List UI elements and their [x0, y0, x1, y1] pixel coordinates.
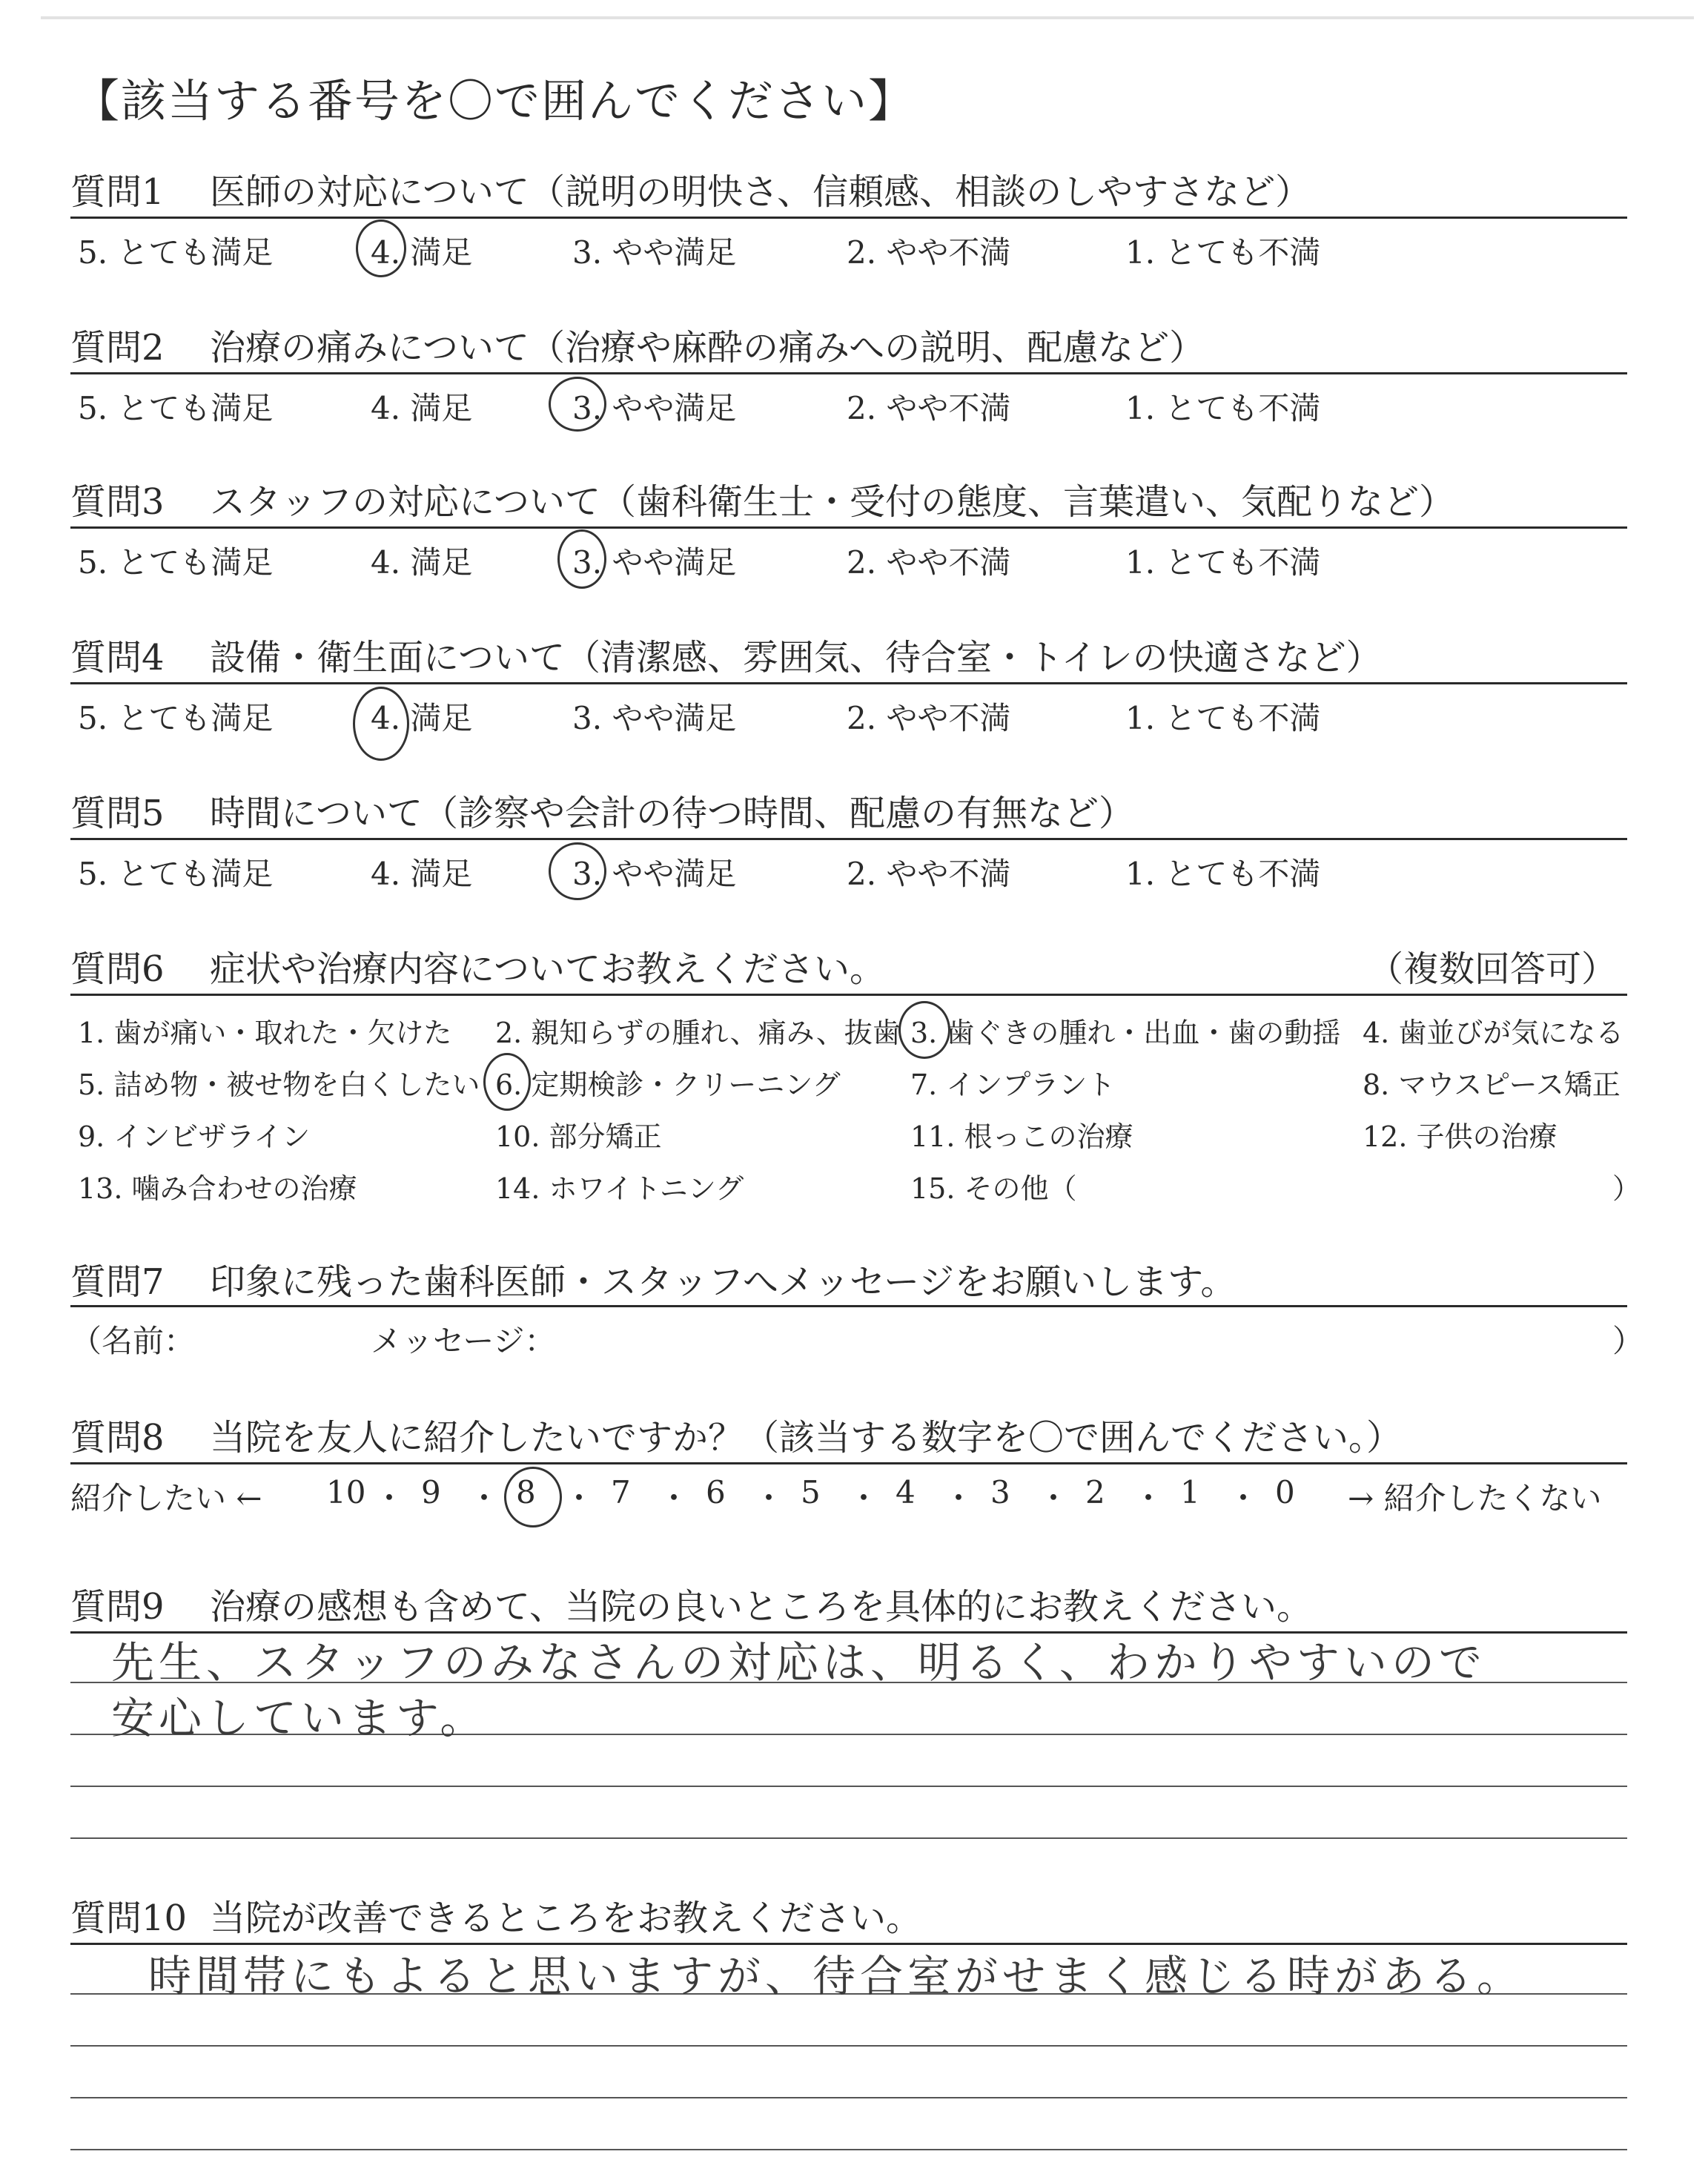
q6-rule: [70, 994, 1627, 996]
q6-option-5[interactable]: 5. 詰め物・被せ物を白くしたい: [78, 1069, 480, 1101]
q8-scale-separator: ・: [943, 1480, 975, 1516]
q6-option-8[interactable]: 8. マウスピース矯正: [1363, 1069, 1621, 1101]
q5-option-2[interactable]: 2. やや不満: [847, 856, 1011, 892]
q8-scale-number[interactable]: 4: [896, 1474, 916, 1510]
q4-option-2[interactable]: 2. やや不満: [847, 700, 1011, 736]
q8-scale-number[interactable]: 3: [990, 1474, 1010, 1510]
q6-option-6[interactable]: 6. 定期検診・クリーニング: [495, 1069, 841, 1101]
q6-selected-circle-6: [483, 1053, 531, 1111]
q6-option-15[interactable]: 15. その他（: [910, 1172, 1077, 1205]
q7-close-paren: ）: [1612, 1323, 1644, 1359]
q8-scale-number[interactable]: 5: [801, 1474, 821, 1510]
q8-scale-separator: ・: [469, 1480, 500, 1516]
q10-writing-line: [70, 2045, 1627, 2047]
q2-rule: [70, 372, 1627, 374]
q8-scale-separator: ・: [1133, 1480, 1165, 1516]
q7-label: 質問7: [70, 1261, 165, 1303]
q3-heading: [70, 473, 1454, 524]
q2-selected-circle: [549, 377, 606, 432]
q6-label: 質問6: [70, 948, 165, 990]
q7-rule: [70, 1305, 1627, 1307]
q8-scale-number[interactable]: 8: [516, 1474, 536, 1510]
q5-heading: [70, 785, 1134, 836]
q10-label: 質問10: [70, 1898, 188, 1939]
q8-scale-number[interactable]: 0: [1275, 1474, 1295, 1510]
q6-option-13[interactable]: 13. 噛み合わせの治療: [78, 1172, 357, 1205]
q8-scale-separator: ・: [753, 1480, 785, 1516]
q3-label: 質問3: [70, 481, 165, 523]
q4-heading: [70, 629, 1382, 680]
q9-label: 質問9: [70, 1586, 165, 1628]
q8-scale-number[interactable]: 6: [706, 1474, 726, 1510]
q8-scale-separator: ・: [848, 1480, 880, 1516]
q6-option-12[interactable]: 12. 子供の治療: [1363, 1120, 1558, 1153]
q1-heading: [70, 163, 1311, 214]
q5-option-3[interactable]: 3. やや満足: [572, 856, 737, 892]
q8-text: 当院を友人に紹介したいですか？（該当する数字を〇で囲んでください。）: [210, 1417, 1403, 1459]
q10-heading: [70, 1889, 921, 1941]
q2-option-5[interactable]: 5. とても満足: [78, 390, 274, 426]
q2-text: 治療の痛みについて（治療や麻酔の痛みへの説明、配慮など）: [210, 327, 1205, 369]
q8-scale-number[interactable]: 2: [1085, 1474, 1105, 1510]
q4-option-3[interactable]: 3. やや満足: [572, 700, 737, 736]
q6-other-close: ）: [1612, 1172, 1641, 1205]
q5-rule: [70, 838, 1627, 840]
q8-scale-number[interactable]: 7: [611, 1474, 631, 1510]
q6-heading: [70, 940, 885, 991]
q2-option-2[interactable]: 2. やや不満: [847, 390, 1011, 426]
q5-selected-circle: [549, 842, 606, 900]
q3-selected-circle: [557, 529, 606, 589]
q6-option-1[interactable]: 1. 歯が痛い・取れた・欠けた: [78, 1017, 452, 1049]
q1-option-1[interactable]: 1. とても不満: [1125, 234, 1321, 271]
q8-scale-separator: ・: [1038, 1480, 1070, 1516]
q1-label: 質問1: [70, 171, 165, 213]
q1-rule: [70, 217, 1627, 219]
q3-option-3[interactable]: 3. やや満足: [572, 544, 737, 581]
q6-option-11[interactable]: 11. 根っこの治療: [910, 1120, 1133, 1153]
scan-edge: [41, 16, 1694, 19]
q4-text: 設備・衛生面について（清潔感、雰囲気、待合室・トイレの快適さなど）: [210, 637, 1382, 678]
q7-message-label: メッセージ：: [371, 1323, 556, 1359]
q7-text: 印象に残った歯科医師・スタッフへメッセージをお願いします。: [210, 1261, 1237, 1303]
q10-writing-line: [70, 2097, 1627, 2098]
q6-option-7[interactable]: 7. インプラント: [910, 1069, 1116, 1101]
q6-text: 症状や治療内容についてお教えください。: [210, 948, 886, 990]
q2-option-1[interactable]: 1. とても不満: [1125, 390, 1321, 426]
q8-scale-separator: ・: [1228, 1480, 1260, 1516]
q6-selected-circle-3: [898, 1001, 950, 1059]
q10-writing-line: [70, 2149, 1627, 2150]
q2-option-4[interactable]: 4. 満足: [371, 390, 473, 426]
q2-heading: [70, 319, 1205, 370]
q7-heading: [70, 1253, 1236, 1304]
q3-option-1[interactable]: 1. とても不満: [1125, 544, 1321, 581]
q10-text: 当院が改善できるところをお教えください。: [210, 1898, 922, 1939]
q5-option-1[interactable]: 1. とても不満: [1125, 856, 1321, 892]
q1-selected-circle: [356, 219, 406, 277]
q8-scale-number[interactable]: 9: [421, 1474, 441, 1510]
q8-scale-separator: ・: [374, 1480, 406, 1516]
q4-option-5[interactable]: 5. とても満足: [78, 700, 274, 736]
q2-label: 質問2: [70, 327, 165, 369]
q9-answer-line-2: 安心しています。: [111, 1693, 488, 1743]
q6-option-3[interactable]: 3. 歯ぐきの腫れ・出血・歯の動揺: [910, 1017, 1341, 1049]
q3-option-2[interactable]: 2. やや不満: [847, 544, 1011, 581]
q7-name-label: （名前：: [70, 1323, 196, 1359]
q4-rule: [70, 682, 1627, 684]
q8-rule: [70, 1462, 1627, 1464]
q9-writing-line: [70, 1786, 1627, 1787]
q3-option-4[interactable]: 4. 満足: [371, 544, 473, 581]
q1-option-5[interactable]: 5. とても満足: [78, 234, 274, 271]
q8-scale-number[interactable]: 1: [1180, 1474, 1200, 1510]
page-title: 【該当する番号を〇で囲んでください】: [74, 75, 916, 128]
q4-option-1[interactable]: 1. とても不満: [1125, 700, 1321, 736]
q1-option-4[interactable]: 4. 満足: [371, 234, 473, 271]
q8-right-label: → 紹介したくない: [1348, 1480, 1602, 1516]
q8-label: 質問8: [70, 1417, 165, 1459]
q3-text: スタッフの対応について（歯科衛生士・受付の態度、言葉遣い、気配りなど）: [210, 481, 1455, 523]
q10-answer-line-1: 時間帯にもよると思いますが、待合室がせまく感じる時がある。: [148, 1951, 1525, 2001]
q1-text: 医師の対応について（説明の明快さ、信頼感、相談のしやすさなど）: [210, 171, 1311, 213]
q9-answer-line-1: 先生、スタッフのみなさんの対応は、明るく、わかりやすいので: [111, 1637, 1486, 1688]
q6-option-9[interactable]: 9. インビザライン: [78, 1120, 311, 1153]
q8-scale-separator: ・: [658, 1480, 690, 1516]
q8-scale-separator: ・: [563, 1480, 595, 1516]
q1-option-3[interactable]: 3. やや満足: [572, 234, 737, 271]
q5-option-5[interactable]: 5. とても満足: [78, 856, 274, 892]
q8-left-label: 紹介したい ←: [70, 1480, 262, 1516]
q6-option-4[interactable]: 4. 歯並びが気になる: [1363, 1017, 1624, 1049]
q3-rule: [70, 526, 1627, 529]
q1-option-2[interactable]: 2. やや不満: [847, 234, 1011, 271]
q6-option-2[interactable]: 2. 親知らずの腫れ、痛み、抜歯: [495, 1017, 901, 1049]
q9-heading: [70, 1578, 1312, 1629]
q4-option-4[interactable]: 4. 満足: [371, 700, 473, 736]
q9-text: 治療の感想も含めて、当院の良いところを具体的にお教えください。: [210, 1586, 1313, 1628]
q8-heading: [70, 1409, 1402, 1460]
q4-label: 質問4: [70, 637, 165, 678]
q6-note: （複数回答可）: [1368, 948, 1618, 990]
q6-option-14[interactable]: 14. ホワイトニング: [495, 1172, 744, 1205]
q6-option-10[interactable]: 10. 部分矯正: [495, 1120, 662, 1153]
q5-option-4[interactable]: 4. 満足: [371, 856, 473, 892]
q3-option-5[interactable]: 5. とても満足: [78, 544, 274, 581]
q8-selected-circle: [504, 1467, 562, 1527]
q9-writing-line: [70, 1837, 1627, 1839]
q5-label: 質問5: [70, 793, 165, 834]
q8-scale-number[interactable]: 10: [326, 1474, 366, 1510]
q5-text: 時間について（診察や会計の待つ時間、配慮の有無など）: [210, 793, 1135, 834]
q4-selected-circle: [353, 687, 409, 761]
q2-option-3[interactable]: 3. やや満足: [572, 390, 737, 426]
